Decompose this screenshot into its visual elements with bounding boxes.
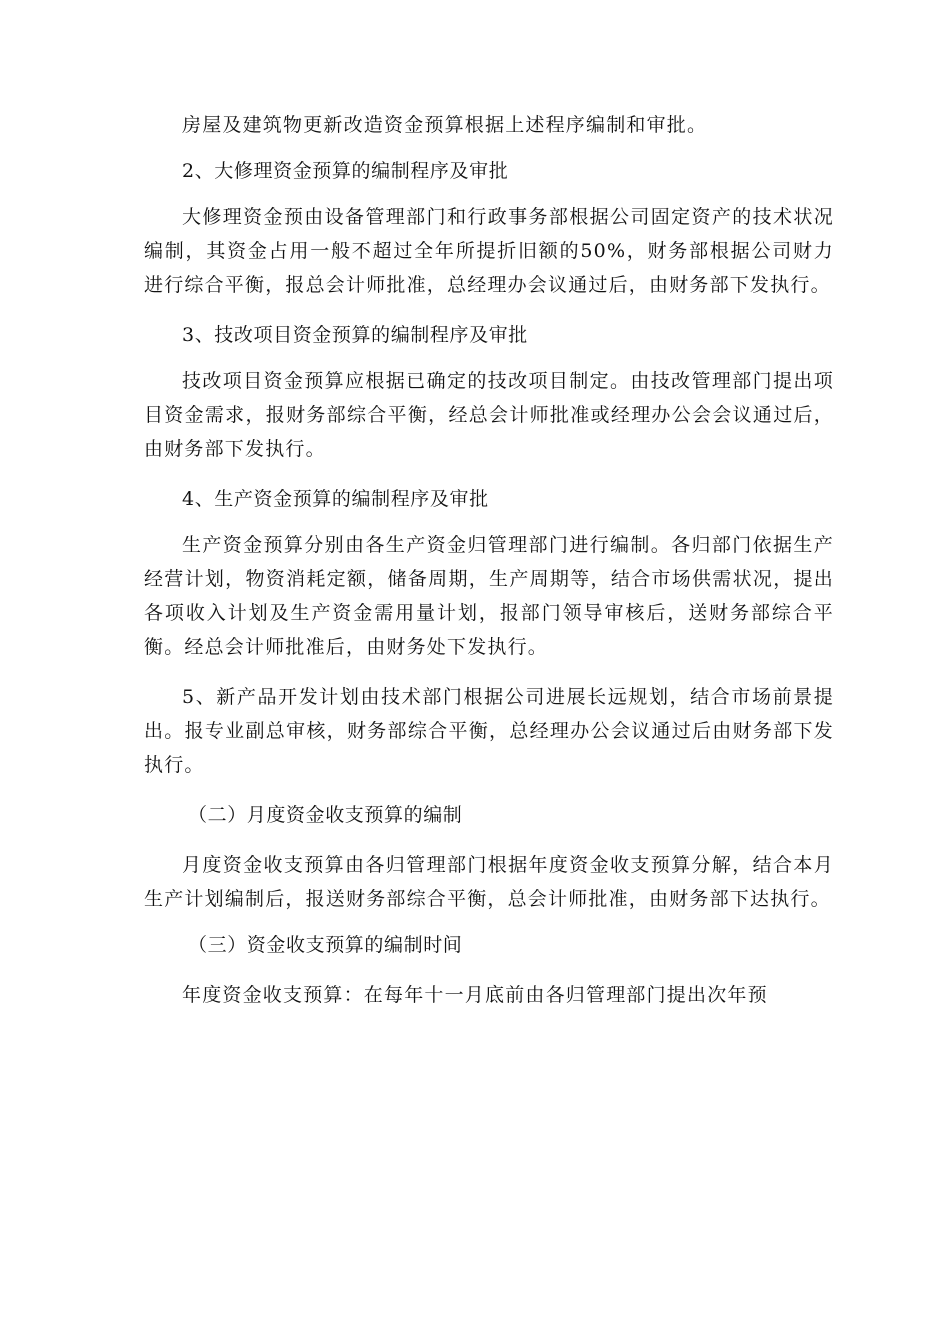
heading-budget-timing: （三）资金收支预算的编制时间 bbox=[188, 934, 463, 956]
paragraph-production-funds: 生产资金预算分别由各生产资金归管理部门进行编制。各归部门依据生产经营计划，物资消耗定额，储备周期，生产周期等，结合市场供需状况，提出各项收入计划及生产资金需用量计划，报部门领导审核后，送财务部综合平衡。经总会计师批准后，由财务处下发执行。 bbox=[144, 534, 834, 658]
heading-production-funds: 4、生产资金预算的编制程序及审批 bbox=[182, 488, 489, 510]
paragraph-building-renovation: 房屋及建筑物更新改造资金预算根据上述程序编制和审批。 bbox=[182, 114, 708, 136]
heading-monthly-budget: （二）月度资金收支预算的编制 bbox=[188, 804, 463, 826]
paragraph-major-repair: 大修理资金预由设备管理部门和行政事务部根据公司固定资产的技术状况编制，其资金占用一般不超过全年所提折旧额的50%，财务部根据公司财力进行综合平衡，报总会计师批准，总经理办会议通过后，由财务部下发执行。 bbox=[144, 206, 834, 296]
paragraph-tech-renovation: 技改项目资金预算应根据已确定的技改项目制定。由技改管理部门提出项目资金需求，报财务部综合平衡，经总会计师批准或经理办公会会议通过后，由财务部下发执行。 bbox=[144, 370, 834, 460]
heading-tech-renovation: 3、技改项目资金预算的编制程序及审批 bbox=[182, 324, 528, 346]
paragraph-monthly-budget: 月度资金收支预算由各归管理部门根据年度资金收支预算分解，结合本月生产计划编制后，报送财务部综合平衡，总会计师批准，由财务部下达执行。 bbox=[144, 854, 834, 910]
document-page bbox=[144, 108, 834, 1012]
paragraph-annual-budget: 年度资金收支预算：在每年十一月底前由各归管理部门提出次年预 bbox=[182, 984, 768, 1006]
heading-major-repair: 2、大修理资金预算的编制程序及审批 bbox=[182, 160, 509, 182]
paragraph-new-product: 5、新产品开发计划由技术部门根据公司进展长远规划，结合市场前景提出。报专业副总审核，财务部综合平衡，总经理办公会议通过后由财务部下发执行。 bbox=[144, 686, 834, 776]
